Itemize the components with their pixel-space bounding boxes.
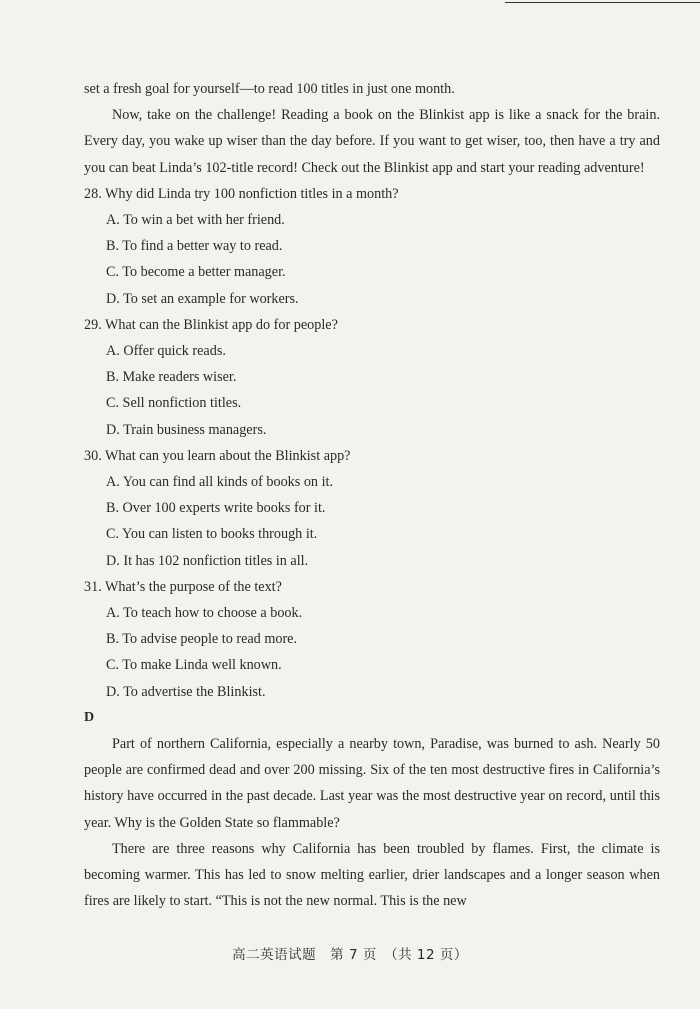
question-30 xyxy=(84,443,660,574)
question-stem: 29. What can the Blinkist app do for people? xyxy=(84,316,338,333)
option-c: C. You can listen to books through it. xyxy=(106,526,318,543)
option-b: B. Make readers wiser. xyxy=(106,369,237,386)
option-d: D. To advertise the Blinkist. xyxy=(106,683,266,700)
question-stem: 31. What’s the purpose of the text? xyxy=(84,578,282,595)
option-c: C. To become a better manager. xyxy=(106,264,286,281)
section-d-heading: D xyxy=(84,709,95,725)
option-b: B. To find a better way to read. xyxy=(106,238,283,255)
question-stem: 30. What can you learn about the Blinkist app? xyxy=(84,447,351,464)
option-a: A. To teach how to choose a book. xyxy=(106,605,303,622)
option-a: A. To win a bet with her friend. xyxy=(106,212,285,229)
question-29 xyxy=(84,312,660,443)
question-stem: 28. Why did Linda try 100 nonfiction titles in a month? xyxy=(84,185,399,202)
passage-c-paragraph: Now, take on the challenge! Reading a book on the Blinkist app is like a snack for the brain. Every day, you wake up wiser than the day before. If you want to get wiser, too, then have a try and you can beat Linda’s 102-title record! Check out the Blinkist app and start your reading adventure! xyxy=(84,107,660,176)
option-c: C. To make Linda well known. xyxy=(106,657,282,674)
option-d: D. Train business managers. xyxy=(106,421,267,438)
option-d: D. It has 102 nonfiction titles in all. xyxy=(106,552,309,569)
question-31 xyxy=(84,574,660,705)
section-d-paragraph-1: Part of northern California, especially a nearby town, Paradise, was burned to ash. Nearly 50 people are confirmed dead and over 200 missing. Six of the ten most destructive fires in California’s history have occurred in the past decade. Last year was the most destructive year on record, until this year. Why is the Golden State so flammable? xyxy=(84,736,660,831)
option-b: B. To advise people to read more. xyxy=(106,631,298,648)
option-d: D. To set an example for workers. xyxy=(106,290,299,307)
option-a: A. Offer quick reads. xyxy=(106,343,226,360)
passage-c-last-line: set a fresh goal for yourself—to read 100 titles in just one month. xyxy=(84,81,455,97)
option-a: A. You can find all kinds of books on it. xyxy=(106,474,333,491)
top-rule xyxy=(505,2,700,3)
option-c: C. Sell nonfiction titles. xyxy=(106,395,242,412)
option-b: B. Over 100 experts write books for it. xyxy=(106,500,326,517)
question-28 xyxy=(84,181,660,312)
page-footer: 高二英语试题 第 7 页 （共 12 页） xyxy=(232,947,468,963)
page-content xyxy=(84,76,660,915)
section-d-paragraph-2: There are three reasons why California has been troubled by flames. First, the climate is becoming warmer. This has led to snow melting earlier, drier landscapes and a longer season when fires are likely to start. “This is not the new normal. This is the new xyxy=(84,840,660,910)
